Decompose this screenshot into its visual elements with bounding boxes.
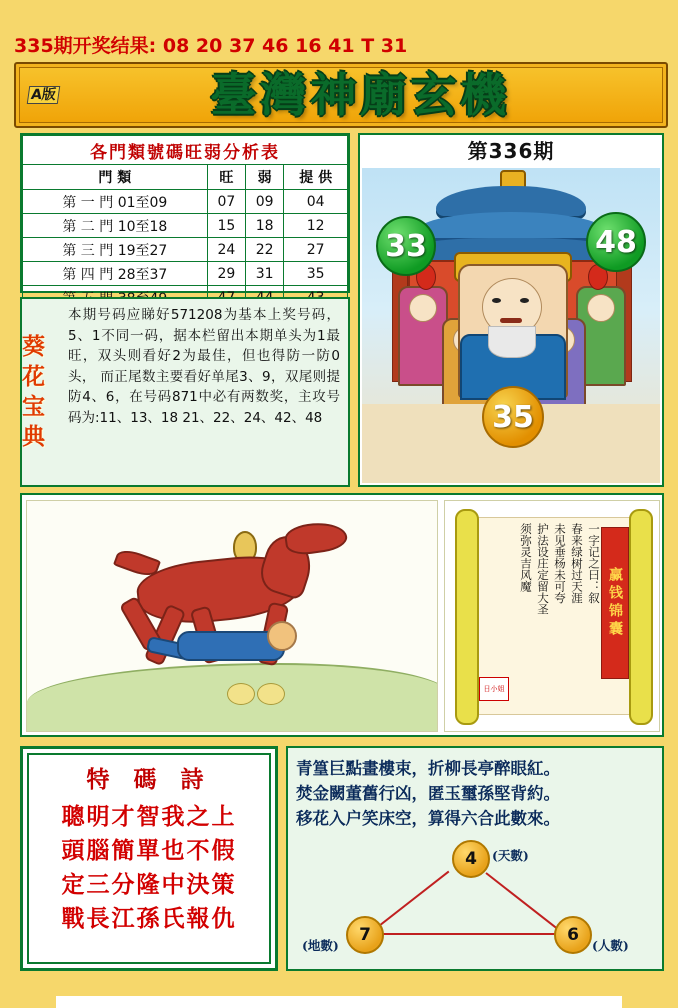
analysis-col-category: 門 類 (23, 165, 208, 190)
scroll-poem-column: 须弥灵吉风魔 (519, 523, 533, 592)
face-decoration-icon (227, 683, 255, 705)
row-provide: 27 (284, 238, 348, 262)
scroll-poem-column: 春来绿树过天涯 (570, 523, 584, 604)
row-strong: 15 (207, 214, 245, 238)
analysis-table-title: 各門類號碼旺弱分析表 (23, 136, 348, 165)
analysis-table-panel (20, 133, 350, 293)
scroll-poem-column: 未见垂杨未可夸 (553, 523, 567, 604)
verse-line: 焚金闕董舊行凶，匿玉璽孫堅背約。 (296, 784, 560, 803)
edition-badge: A版 (27, 86, 60, 104)
special-code-poem-inner (27, 753, 271, 964)
page-title: 臺灣神廟玄機 (210, 68, 511, 122)
special-code-poem-panel (20, 746, 278, 971)
scroll-poem-column: 护法设庄定留大圣 (536, 523, 550, 615)
deity-eye-right (520, 298, 529, 303)
analysis-col-weak: 弱 (246, 165, 284, 190)
title-banner-inner (19, 67, 663, 123)
deity-eye-left (492, 298, 501, 303)
analysis-table-title-row (23, 136, 348, 165)
row-provide: 04 (284, 190, 348, 214)
row-category: 第 二 門 10至18 (23, 214, 208, 238)
tips-vertical-title: 葵花宝典 (22, 333, 45, 450)
horse-illustration (26, 500, 438, 732)
draw-result-text: 335期开奖结果: 08 20 37 46 16 41 T 31 (14, 34, 408, 57)
scroll-red-strip: 赢钱锦囊 (601, 527, 629, 679)
deity-mouth (500, 318, 522, 323)
title-banner (14, 62, 668, 128)
triangle-label-left: (地數) (302, 938, 339, 953)
scroll-stamp: 日小姐 (479, 677, 509, 701)
triangle-edge-left (369, 871, 449, 934)
row-category: 第 三 門 19至27 (23, 238, 208, 262)
tips-panel (20, 297, 350, 487)
analysis-col-strong: 旺 (207, 165, 245, 190)
row-weak: 31 (246, 262, 284, 286)
row-provide: 12 (284, 214, 348, 238)
triangle-node-top: 4 (452, 840, 490, 878)
table-row (23, 190, 348, 214)
triangle-node-left: 7 (346, 916, 384, 954)
triangle-node-right: 6 (554, 916, 592, 954)
row-provide: 35 (284, 262, 348, 286)
row-category: 第 一 門 01至09 (23, 190, 208, 214)
face-decoration-icon (257, 683, 285, 705)
row-weak: 18 (246, 214, 284, 238)
analysis-table-header-row (23, 165, 348, 190)
table-row (23, 214, 348, 238)
row-weak: 22 (246, 238, 284, 262)
number-triangle (296, 836, 656, 962)
scroll-poem (481, 523, 601, 703)
horse-head (283, 519, 349, 557)
special-code-poem-line: 戰長江孫氏報仇 (61, 905, 237, 932)
analysis-col-provide: 提 供 (284, 165, 348, 190)
lucky-ball: 35 (482, 386, 544, 448)
attendant-head (587, 294, 615, 322)
row-category: 第 四 門 28至37 (23, 262, 208, 286)
attendant-figure (398, 286, 448, 386)
verse-line: 移花入户笑床空，算得六合此數來。 (296, 809, 560, 828)
triangle-label-right: (人數) (592, 938, 629, 953)
table-row (23, 238, 348, 262)
tips-text: 本期号码应睇好571208为基本上奖号码，5、1不同一码，据本栏留出本期单头为1最旺，双头则看好2为最佳，但也得防一防0头， 而正尾数主要看好单尾3、9，双尾则提防4、6，在号码871中必有两数奖，主攻号码为:11、13、18 21、22、24、42、48 (68, 307, 340, 426)
man-head (267, 621, 297, 651)
triangle-label-top: (天數) (492, 848, 529, 863)
special-code-poem-line: 頭腦簡單也不假 (61, 837, 237, 864)
verse-text (296, 756, 656, 831)
special-code-poem-line: 聰明才智我之上 (61, 803, 237, 830)
scroll-rod-right (629, 509, 653, 725)
period-label: 第336期 (467, 139, 555, 163)
triangle-edge-right (485, 872, 565, 935)
draw-result-bar (14, 30, 664, 58)
scroll-illustration (444, 500, 660, 732)
verse-line: 青篁巨點畫樓束，折柳長亭醉眼紅。 (296, 759, 560, 778)
row-weak: 09 (246, 190, 284, 214)
special-code-poem-line: 定三分隆中決策 (61, 871, 237, 898)
deity-beard (488, 326, 536, 358)
triangle-edge-bottom (370, 933, 566, 935)
row-strong: 29 (207, 262, 245, 286)
scroll-rod-left (455, 509, 479, 725)
temple-illustration (362, 168, 660, 483)
lucky-ball: 48 (586, 212, 646, 272)
special-code-poem-title: 特 碼 詩 (86, 766, 212, 793)
row-strong: 07 (207, 190, 245, 214)
lucky-ball: 33 (376, 216, 436, 276)
analysis-table (22, 135, 348, 310)
attendant-head (409, 294, 437, 322)
bottom-white-bar (56, 996, 622, 1008)
row-strong: 24 (207, 238, 245, 262)
scroll-poem-column: 一字记之曰：叙 (587, 523, 601, 604)
table-row (23, 262, 348, 286)
